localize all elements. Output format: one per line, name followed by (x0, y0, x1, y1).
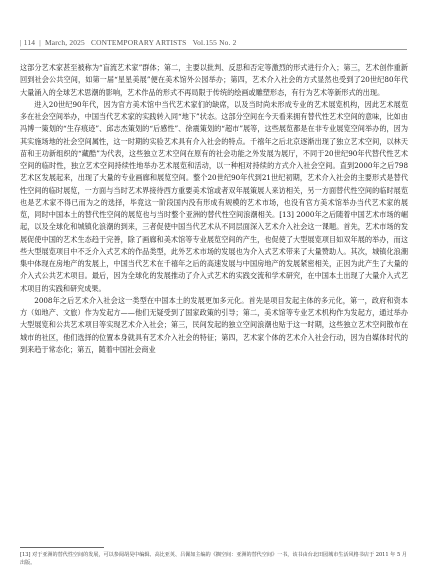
header-rule (20, 49, 407, 50)
paragraph-1: 这部分艺术家甚至被称为“盲流艺术家”群体；第二，主要以批判、反思和否定等激烈的形式进行介入；第三，艺术创作重新回到社会公共空间，如第一届“星星美展”便在美术馆外公园举办；第四，艺术介入社会的方式显然也受到了20世纪80年代大量涌入的全球艺术思潮的影响，艺术作品的形式不再局限于传统的绘画或雕塑形态，有行为艺术等新形式的出现。 (20, 63, 408, 97)
volume-number: Vol.155 No. 2 (192, 38, 237, 47)
issue-date: March, 2025 (44, 38, 85, 47)
page-number: 114 (23, 38, 36, 47)
header-separator: | (39, 38, 41, 47)
article-body (20, 62, 408, 356)
footnote-13: [13] 对于亚洲的替代性空间的发展，可以参阅胡昊中编辑、高比亚英、吕佩如主编的《搁空间：亚洲的替代空间》一书，该书由台北田园城市生活风格书店于 2011 年 5 月出版。 (20, 552, 407, 566)
journal-name: CONTEMPORARY ARTISTS (91, 38, 187, 47)
paragraph-3: 2008年之后艺术介入社会这一类型在中国本土的发展更加多元化。首先是项目发起主体的多元化，第一，政府和资本方（如地产、文旅）作为发起方——他们无疑受到了国家政策的引导；第二，美术馆等专业艺术机构作为发起方，通过举办大型展览和公共艺术项目等实现艺术介入社会；第三，民间发起的独立空间浪潮也贴于这一时期，这些独立艺术空间散布在城市的社区，他们选择的位置本身就具有艺术介入社会的特征；第四，艺术家个体的艺术介入社会行动，因为自媒体时代的到来趋于常态化；第五，随着中国社会商业 (20, 295, 408, 354)
footnote-rule (20, 547, 104, 548)
running-header (20, 38, 237, 47)
header-separator: | (20, 38, 22, 47)
paragraph-2: 进入20世纪90年代，因为官方美术馆中当代艺术家们的缺席，以及当时尚未形成专业的艺术展览机构，因此艺术展览多在社会空间举办，中国当代艺术家的实践转入同“地下”状态。这部分空间在今天看来拥有替代性艺术空间的意味，比如由冯博一策划的“生存痕迹”、邱志杰策划的“后感性”、徐震策划的“超市”展等，这些展览都是在非专业展览空间举办的，因为其实施场地的社会空间属性，这一时期的实验艺术具有介入社会的特点。千禧年之后北京逐渐出现了独立艺术空间，以林天苗和王功新组织的“藏酷”为代表，这些独立艺术空间在原有的社会功能之外发展为展厅，不同于20世纪90年代替代性艺术空间的临时性，独立艺术空间持续性地举办艺术展览和活动，以一种相对持续的方式介入社会空间。直到2000年之后798艺术区发展起来，出现了大量的专业画廊和展览空间。整个20世纪90年代到21世纪初期，艺术介入社会的主要形式是替代性空间的临时展览，一方面与当时艺术界接待西方重要美术馆或者双年展策展人来访相关，另一方面替代性空间的临时展览也是艺术家不得已而为之的选择，毕竟这一阶段国内没有形成有规模的艺术市场，也没有官方美术馆举办当代艺术家的展览，同时中国本土的替代性空间的展览也与当时整个亚洲的替代性空间浪潮相关。[13] 2000年之后随着中国艺术市场的崛起，以及全球化和城镇化浪潮的到来，三者促使中国当代艺术从不同层面深入艺术介入社会这一课题。首先，艺术市场的发展促使中国的艺术生态趋于完善，除了画廊和美术馆等专业展览空间的产生，也促使了大型展览项目如双年展的举办，而这些大型展览项目中不乏介入式艺术的作品类型，此外艺术市场的发展也为介入式艺术带来了大量赞助人。其次，城镇化浪潮集中体现在房地产的发展上，中国当代艺术在千禧年之后的高速发展与中国房地产的发展紧密相关，正因为此产生了大量的介入式公共艺术项目。最后，因为全球化的发展推动了介入式艺术的实践交流和学术研究，在中国本土出现了大量介入式艺术项目的实践和研究成果。 (20, 99, 408, 293)
